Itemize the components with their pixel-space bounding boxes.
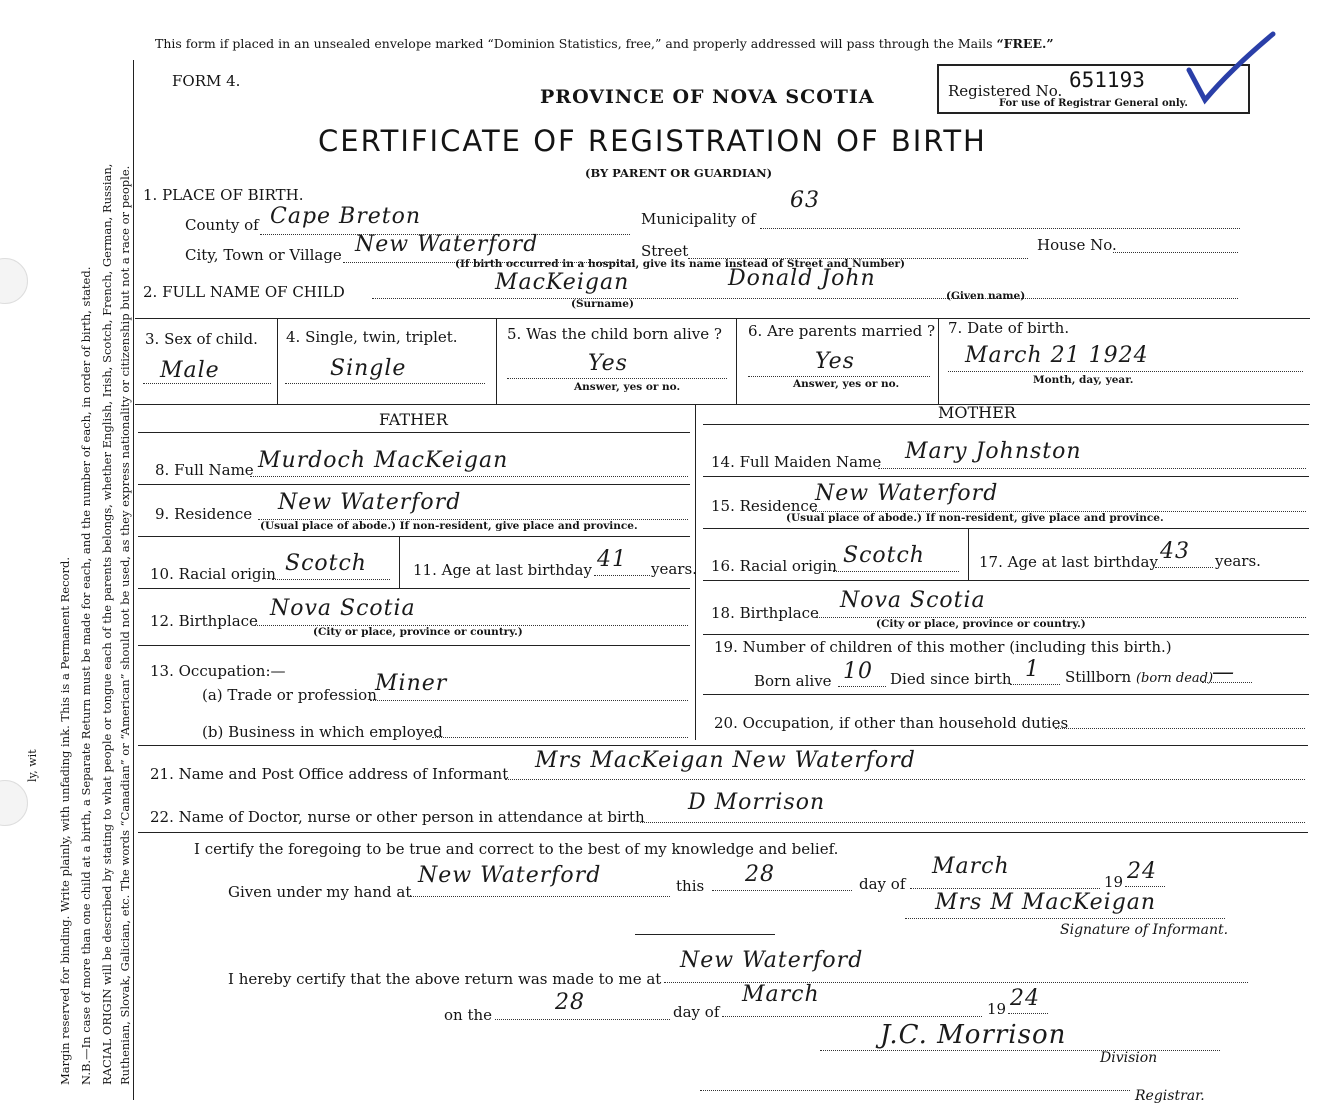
father-racial-label: 10. Racial origin: [150, 565, 276, 583]
hospital-note: (If birth occurred in a hospital, give its name instead of Street and Number): [455, 258, 906, 270]
father-business-label: (b) Business in which employed: [202, 723, 443, 741]
father-residence-value: New Waterford: [278, 490, 462, 515]
father-name-label: 8. Full Name: [155, 461, 254, 479]
cert-year-value: 24: [1127, 859, 1157, 884]
alive-caption: Answer, yes or no.: [574, 381, 681, 393]
died-label: Died since birth: [890, 670, 1012, 688]
signature-caption: Signature of Informant.: [1060, 922, 1229, 938]
father-birthplace-value: Nova Scotia: [270, 596, 416, 621]
father-years-label: years.: [651, 560, 697, 578]
plurality-value: Single: [330, 356, 407, 381]
surname-caption: (Surname): [571, 298, 634, 310]
registrar-signature: J.C. Morrison: [880, 1020, 1067, 1050]
county-label: County of: [185, 216, 259, 234]
dob-value: March 21 1924: [965, 343, 1149, 368]
this-label: this: [676, 877, 705, 895]
father-trade-value: Miner: [375, 671, 448, 696]
given-place-value: New Waterford: [418, 863, 602, 888]
form-number: FORM 4.: [172, 72, 241, 90]
certificate-title: CERTIFICATE OF REGISTRATION OF BIRTH: [318, 124, 987, 158]
registrar-day-value: 28: [555, 990, 585, 1015]
side-note-3: RACIAL ORIGIN will be described by stating to what people or tongue each of the parents belongs, whether English, Irish, Scotch, French, German, Russian,: [100, 163, 114, 1085]
father-residence-label: 9. Residence: [155, 505, 253, 523]
punch-hole-bottom: [0, 780, 28, 826]
mother-age-label: 17. Age at last birthday: [979, 553, 1158, 571]
cert-year-prefix: 19: [1104, 873, 1124, 891]
father-age-label: 11. Age at last birthday: [413, 561, 592, 579]
dob-caption: Month, day, year.: [1033, 374, 1134, 386]
province-heading: PROVINCE OF NOVA SCOTIA: [540, 86, 875, 108]
side-note-4: Ruthenian, Slovak, Galician, etc. The words “Canadian” or “American” should not be used, as they express nationality or citizenship but not a race or people.: [118, 165, 132, 1085]
father-occupation-label: 13. Occupation:—: [150, 662, 286, 680]
died-value: 1: [1025, 657, 1040, 682]
mother-age-value: 43: [1160, 539, 1190, 564]
mother-birthplace-value: Nova Scotia: [840, 588, 986, 613]
informant-label: 21. Name and Post Office address of Informant: [150, 765, 509, 783]
sex-label: 3. Sex of child.: [145, 330, 258, 348]
born-alive-value: 10: [843, 659, 873, 684]
left-border: [133, 60, 134, 1100]
father-heading: FATHER: [379, 410, 448, 429]
married-caption: Answer, yes or no.: [793, 378, 900, 390]
mother-name-label: 14. Full Maiden Name: [711, 453, 882, 471]
side-note-2: N.B.—In case of more than one child at a birth, a Separate Return must be made for each, and the number of each, in order of birth, stated.: [79, 266, 93, 1085]
mother-years-label: years.: [1215, 552, 1261, 570]
dob-label: 7. Date of birth.: [948, 319, 1070, 337]
married-value: Yes: [815, 349, 855, 374]
father-residence-caption: (Usual place of abode.) If non-resident, give place and province.: [260, 520, 638, 532]
child-name-label: 2. FULL NAME OF CHILD: [143, 283, 345, 301]
mother-name-value: Mary Johnston: [905, 439, 1082, 464]
registrar-statement: I hereby certify that the above return was made to me at: [228, 970, 662, 988]
side-note-1: Margin reserved for binding. Write plainly, with unfading ink. This is a Permanent Record.: [58, 557, 72, 1085]
married-label: 6. Are parents married ?: [748, 322, 936, 340]
given-label: Given under my hand at: [228, 883, 412, 901]
county-value: Cape Breton: [270, 204, 422, 229]
margin-fragment: ly, wit: [26, 749, 39, 782]
mother-racial-value: Scotch: [843, 543, 925, 568]
registrar-year-value: 24: [1010, 986, 1040, 1011]
alive-value: Yes: [588, 351, 628, 376]
doctor-label: 22. Name of Doctor, nurse or other person in attendance at birth: [150, 808, 645, 826]
cert-day-value: 28: [745, 862, 775, 887]
stillborn-value: —: [1212, 660, 1235, 685]
cert-day-of-label: day of: [859, 875, 906, 893]
sex-value: Male: [160, 358, 220, 383]
street-label: Street: [641, 242, 689, 260]
mother-children-label: 19. Number of children of this mother (including this birth.): [714, 638, 1172, 656]
place-of-birth-heading: 1. PLACE OF BIRTH.: [143, 186, 304, 204]
mother-birthplace-caption: (City or place, province or country.): [876, 618, 1086, 630]
registrar-note: For use of Registrar General only.: [999, 98, 1188, 109]
division-caption: Division: [1100, 1050, 1158, 1066]
registrar-year-prefix: 19: [987, 1000, 1007, 1018]
city-value: New Waterford: [355, 232, 539, 257]
city-label: City, Town or Village: [185, 246, 342, 264]
alive-label: 5. Was the child born alive ?: [507, 325, 722, 343]
given-caption: (Given name): [946, 290, 1026, 302]
punch-hole-top: [0, 258, 28, 304]
informant-value: Mrs MacKeigan New Waterford: [535, 748, 916, 773]
mother-residence-value: New Waterford: [815, 481, 999, 506]
stillborn-label: Stillborn (born dead): [1065, 668, 1214, 686]
father-name-value: Murdoch MacKeigan: [258, 448, 509, 473]
father-birthplace-label: 12. Birthplace: [150, 612, 258, 630]
mother-birthplace-label: 18. Birthplace: [711, 604, 819, 622]
child-surname: MacKeigan: [495, 270, 630, 295]
mother-heading: MOTHER: [938, 403, 1016, 422]
registrar-day-of-label: day of: [673, 1003, 720, 1021]
child-given-name: Donald John: [728, 266, 876, 291]
mail-notice: This form if placed in an unsealed envelope marked “Dominion Statistics, free,” and properly addressed will pass through the Mails “FREE.”: [155, 36, 1054, 51]
municipality-value: 63: [790, 188, 820, 213]
cert-month-value: March: [932, 854, 1010, 879]
municipality-label: Municipality of: [641, 210, 756, 228]
doctor-value: D Morrison: [688, 790, 826, 815]
born-alive-label: Born alive: [754, 672, 832, 690]
on-the-label: on the: [444, 1006, 493, 1024]
registrar-month-value: March: [742, 982, 820, 1007]
father-birthplace-caption: (City or place, province or country.): [313, 626, 523, 638]
registrar-place-value: New Waterford: [680, 948, 864, 973]
house-label: House No.: [1037, 236, 1117, 254]
certificate-subtitle: (BY PARENT OR GUARDIAN): [585, 166, 773, 180]
mother-occupation-label: 20. Occupation, if other than household duties: [714, 714, 1069, 732]
mother-residence-label: 15. Residence: [711, 497, 818, 515]
registered-label: Registered No.: [948, 82, 1063, 100]
registered-number: 651193: [1069, 68, 1145, 92]
blue-check-mark: [1185, 30, 1280, 110]
registrar-caption: Registrar.: [1135, 1088, 1205, 1104]
father-racial-value: Scotch: [285, 551, 367, 576]
father-trade-label: (a) Trade or profession: [202, 686, 377, 704]
mother-racial-label: 16. Racial origin: [711, 557, 837, 575]
father-age-value: 41: [597, 547, 627, 572]
mother-residence-caption: (Usual place of abode.) If non-resident, give place and province.: [786, 512, 1164, 524]
plurality-label: 4. Single, twin, triplet.: [286, 328, 458, 346]
certify-statement: I certify the foregoing to be true and correct to the best of my knowledge and belief.: [194, 840, 839, 858]
informant-signature: Mrs M MacKeigan: [935, 890, 1157, 915]
